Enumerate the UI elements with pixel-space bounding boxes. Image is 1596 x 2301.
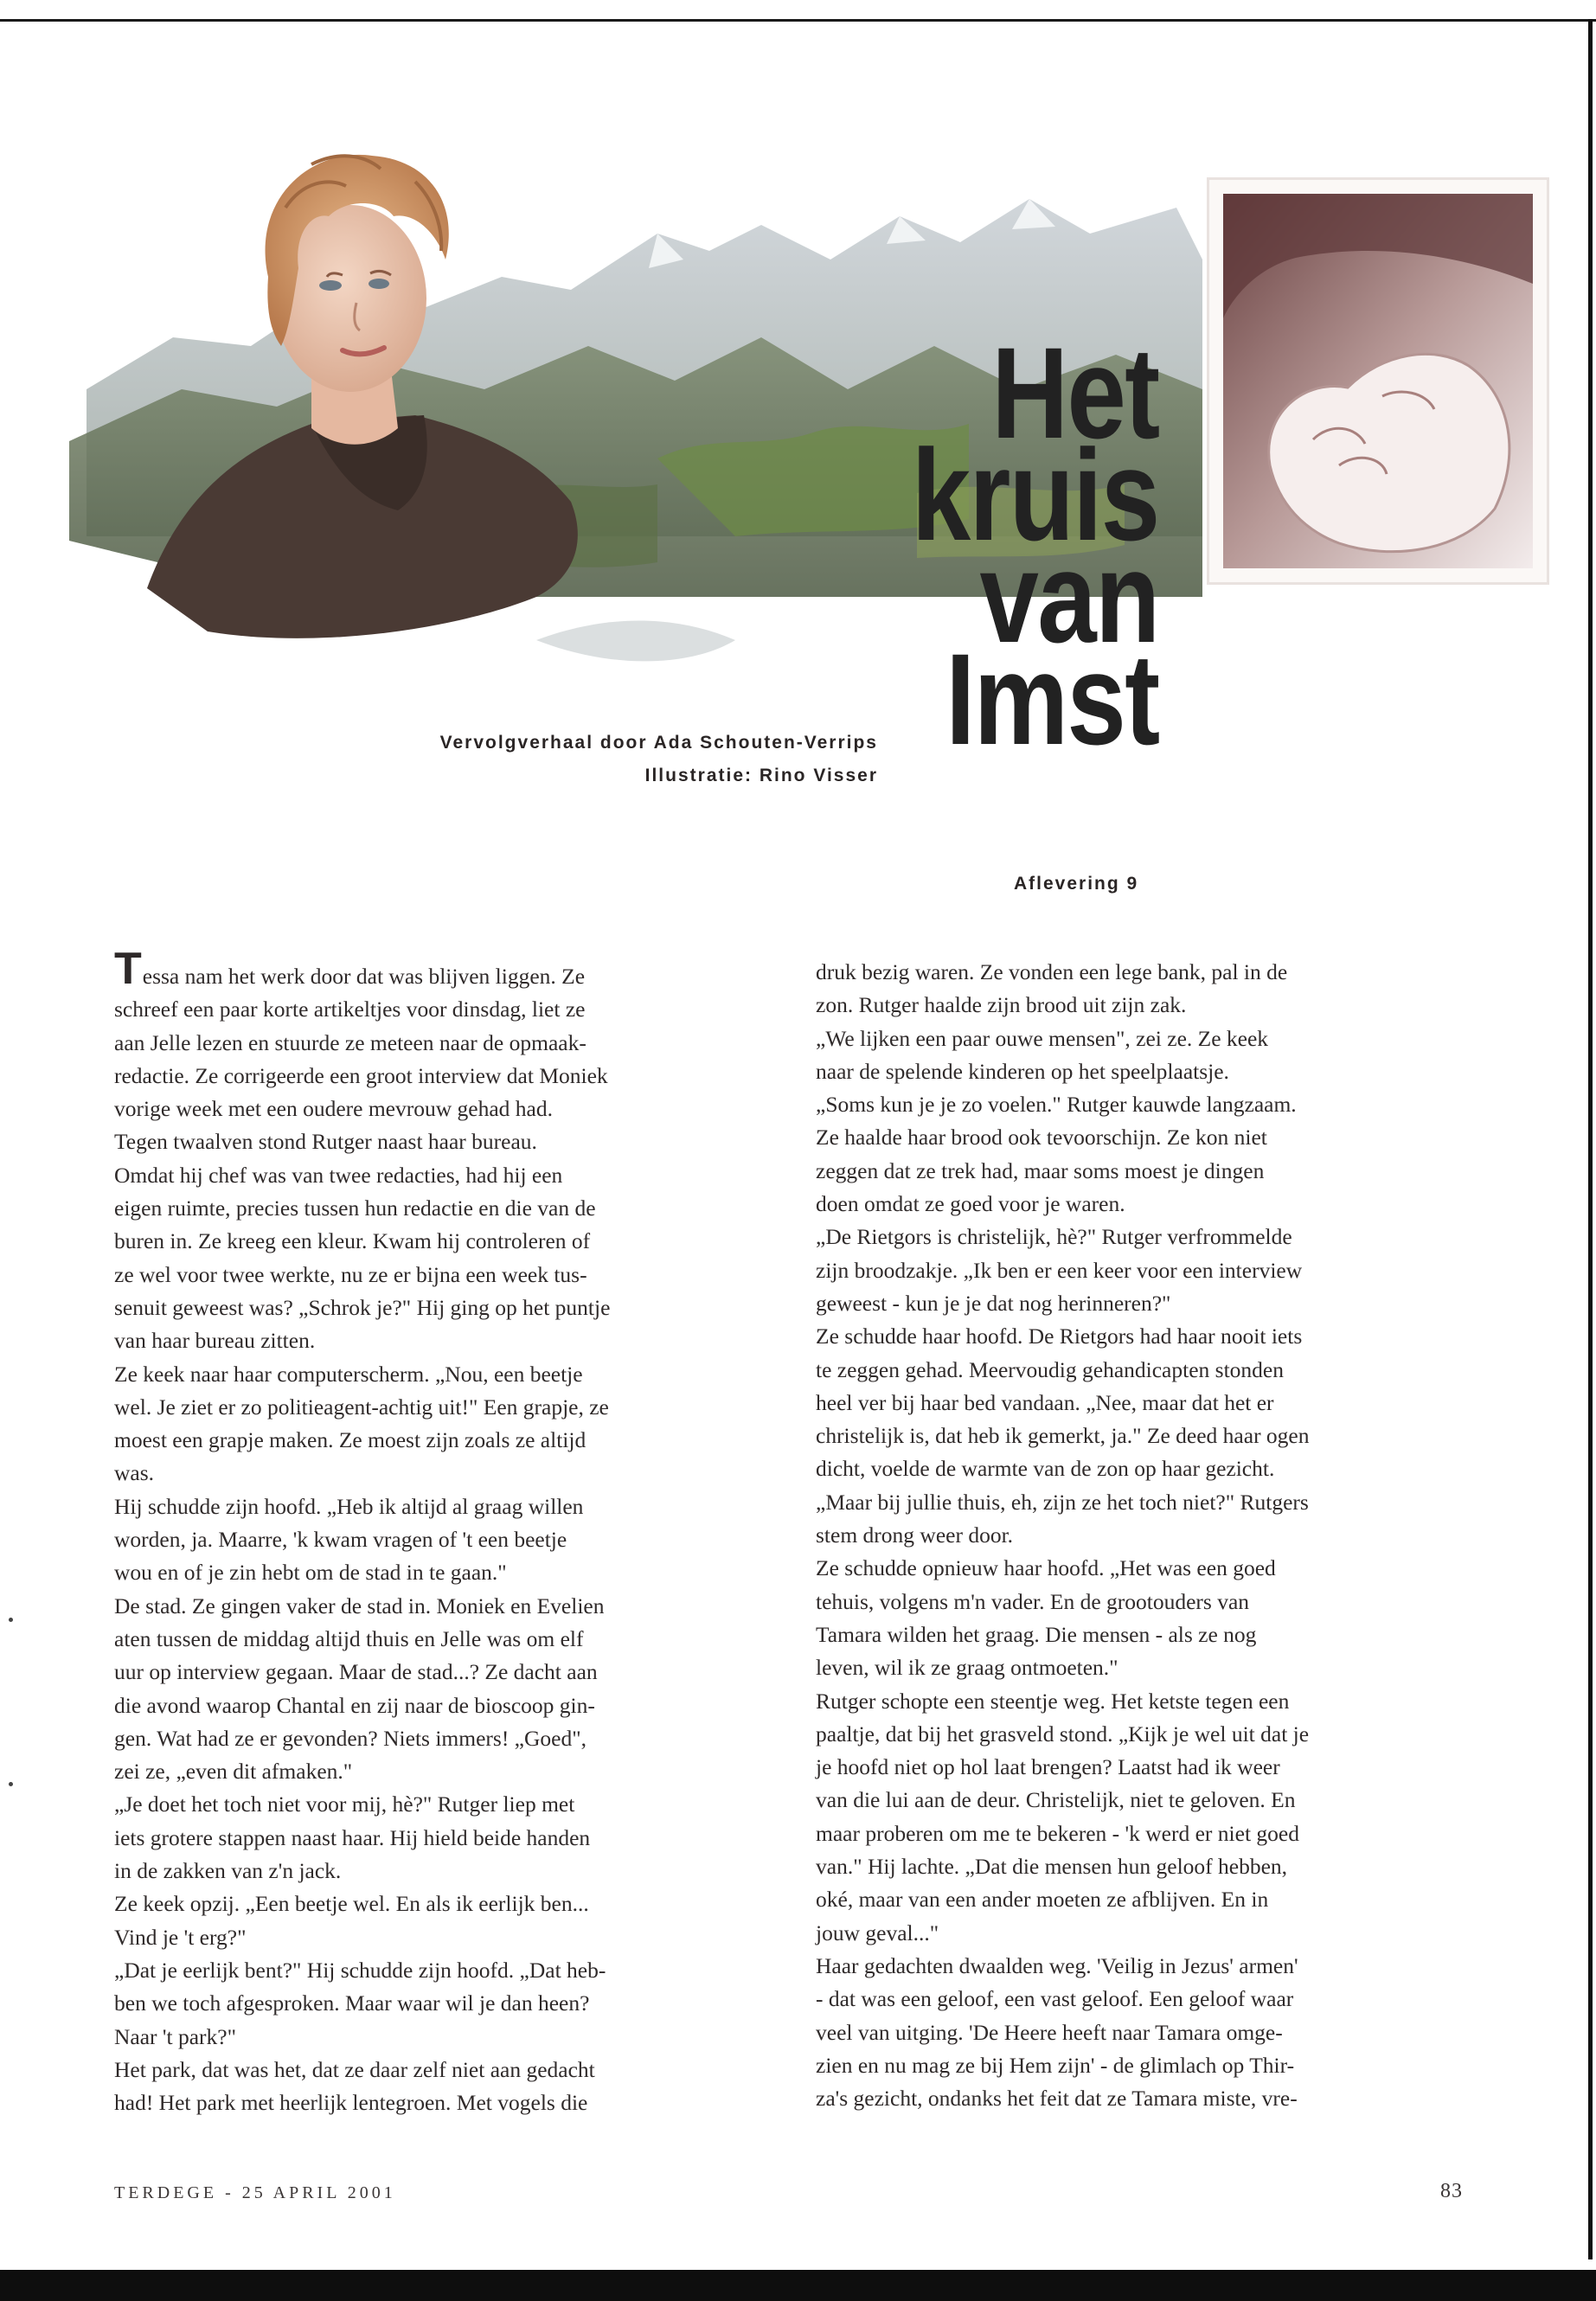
body-line: Ze keek naar haar computerscherm. „Nou, een beetje <box>114 1361 583 1387</box>
body-line: Naar 't park?" <box>114 2023 237 2049</box>
title-line-1: Het <box>991 320 1159 465</box>
body-line: van." Hij lachte. „Dat die mensen hun geloof hebben, <box>816 1854 1288 1880</box>
body-line: die avond waarop Chantal en zij naar de bioscoop gin- <box>114 1692 595 1718</box>
body-line: aten tussen de middag altijd thuis en Jelle was om elf <box>114 1625 584 1651</box>
body-line: Het park, dat was het, dat ze daar zelf niet aan gedacht <box>114 2056 595 2082</box>
body-line: eigen ruimte, precies tussen hun redactie en die van de <box>114 1195 596 1221</box>
body-line: tehuis, volgens m'n vader. En de grootouders van <box>816 1588 1250 1614</box>
body-line: buren in. Ze kreeg een kleur. Kwam hij controleren of <box>114 1228 591 1254</box>
body-line: worden, ja. Maarre, 'k kwam vragen of 't een beetje <box>114 1527 567 1553</box>
bottom-scan-band <box>0 2270 1596 2301</box>
body-line: naar de spelende kinderen op het speelplaatsje. <box>816 1058 1229 1084</box>
body-line: Ze haalde haar brood ook tevoorschijn. Ze kon niet <box>816 1125 1267 1150</box>
body-line: wou en of je zin hebt om de stad in te gaan." <box>114 1560 507 1586</box>
body-line: wel. Je ziet er zo politieagent-achtig uit!" Een grapje, ze <box>114 1394 609 1420</box>
body-line: christelijk is, dat heb ik gemerkt, ja." Ze deed haar ogen <box>816 1423 1310 1449</box>
publication-footer: TERDEGE - 25 APRIL 2001 <box>114 2183 396 2202</box>
inset-illustration <box>1207 177 1549 585</box>
body-line: van die lui aan de deur. Christelijk, niet te geloven. En <box>816 1787 1296 1813</box>
page-number: 83 <box>1440 2180 1463 2202</box>
article-credits <box>440 727 878 792</box>
right-edge-rule <box>1588 19 1593 2259</box>
body-line: van haar bureau zitten. <box>114 1328 316 1354</box>
author-credit: Vervolgverhaal door Ada Schouten-Verrips <box>439 733 878 753</box>
body-line: „Maar bij jullie thuis, eh, zijn ze het toch niet?" Rutgers <box>816 1489 1309 1515</box>
body-line: „Dat je eerlijk bent?" Hij schudde zijn hoofd. „Dat heb- <box>114 1957 606 1983</box>
scan-speck <box>9 1618 13 1622</box>
body-line: iets grotere stappen naast haar. Hij hield beide handen <box>114 1824 591 1850</box>
body-line: paaltje, dat bij het grasveld stond. „Kijk je wel uit dat je <box>816 1721 1310 1747</box>
body-line: veel van uitging. 'De Heere heeft naar Tamara omge- <box>816 2019 1283 2045</box>
body-line: „De Rietgors is christelijk, hè?" Rutger verfrommelde <box>816 1224 1292 1250</box>
top-rule <box>0 19 1596 22</box>
title-line-3: van <box>979 524 1159 670</box>
body-line: Ze keek opzij. „Een beetje wel. En als ik eerlijk ben... <box>114 1891 589 1917</box>
body-line: druk bezig waren. Ze vonden een lege bank, pal in de <box>816 959 1288 984</box>
body-line: Tessa nam het werk door dat was blijven liggen. Ze <box>114 944 586 994</box>
body-line: „We lijken een paar ouwe mensen", zei ze. Ze keek <box>816 1025 1269 1051</box>
body-line: leven, wil ik ze graag ontmoeten." <box>816 1655 1118 1681</box>
body-line: aan Jelle lezen en stuurde ze meteen naar de opmaak- <box>114 1029 586 1055</box>
dropcap: T <box>114 944 142 994</box>
body-line: ben we toch afgesproken. Maar waar wil je dan heen? <box>114 1990 590 2016</box>
body-line: jouw geval..." <box>816 1920 939 1945</box>
illustrator-credit: Illustratie: Rino Visser <box>644 766 878 785</box>
body-line: maar proberen om me te bekeren - 'k werd er niet goed <box>816 1820 1299 1846</box>
body-line: gen. Wat had ze er gevonden? Niets immers! „Goed", <box>114 1725 587 1751</box>
body-line: senuit geweest was? „Schrok je?" Hij ging op het puntje <box>114 1294 611 1320</box>
body-line: Haar gedachten dwaalden weg. 'Veilig in Jezus' armen' <box>816 1952 1298 1978</box>
body-line: Hij schudde zijn hoofd. „Heb ik altijd al graag willen <box>114 1493 584 1519</box>
body-line: - dat was een geloof, een vast geloof. Een geloof waar <box>816 1986 1294 2012</box>
body-line: Ze schudde opnieuw haar hoofd. „Het was een goed <box>816 1555 1276 1581</box>
body-line: moest een grapje maken. Ze moest zijn zoals ze altijd <box>114 1427 586 1453</box>
body-line: ze wel voor twee werkte, nu ze er bijna een week tus- <box>114 1261 587 1287</box>
body-line: Omdat hij chef was van twee redacties, had hij een <box>114 1162 563 1188</box>
body-line: geweest - kun je je dat nog herinneren?" <box>816 1290 1171 1316</box>
title-line-4: Imst <box>945 626 1159 772</box>
body-line: Vind je 't erg?" <box>114 1924 247 1950</box>
body-line: zei ze, „even dit afmaken." <box>114 1759 353 1785</box>
body-line: je hoofd niet op hol laat brengen? Laatst had ik weer <box>816 1754 1280 1780</box>
body-line: „Soms kun je je zo voelen." Rutger kauwde langzaam. <box>816 1092 1297 1118</box>
body-line: Ze schudde haar hoofd. De Rietgors had haar nooit iets <box>816 1324 1303 1349</box>
body-line: had! Het park met heerlijk lentegroen. Met vogels die <box>114 2090 588 2116</box>
body-line: redactie. Ze corrigeerde een groot interview dat Moniek <box>114 1062 608 1088</box>
body-line: zijn broodzakje. „Ik ben er een keer voor een interview <box>816 1257 1303 1283</box>
episode-label: Aflevering 9 <box>1014 874 1139 894</box>
body-line: vorige week met een oudere mevrouw gehad had. <box>114 1096 553 1122</box>
title-line-2: kruis <box>912 422 1159 567</box>
article-title <box>912 320 1159 772</box>
body-line: De stad. Ze gingen vaker de stad in. Moniek en Evelien <box>114 1593 605 1618</box>
body-line: te zeggen gehad. Meervoudig gehandicapten stonden <box>816 1356 1284 1382</box>
body-line: zon. Rutger haalde zijn brood uit zijn zak. <box>816 992 1187 1018</box>
body-line: oké, maar van een ander moeten ze afblijven. En in <box>816 1887 1269 1913</box>
body-line: stem drong weer door. <box>816 1522 1014 1548</box>
body-line: in de zakken van z'n jack. <box>114 1858 342 1884</box>
body-line: Tegen twaalven stond Rutger naast haar bureau. <box>114 1129 537 1155</box>
scan-speck <box>9 1782 13 1786</box>
body-line: zien en nu mag ze bij Hem zijn' - de glimlach op Thir- <box>816 2052 1295 2078</box>
body-line: schreef een paar korte artikeltjes voor dinsdag, liet ze <box>114 997 586 1022</box>
body-line: Rutger schopte een steentje weg. Het ketste tegen een <box>816 1688 1290 1714</box>
body-line: doen omdat ze goed voor je waren. <box>816 1191 1125 1217</box>
body-line: dicht, voelde de warmte van de zon op haar gezicht. <box>816 1456 1275 1482</box>
body-line: za's gezicht, ondanks het feit dat ze Tamara miste, vre- <box>816 2086 1298 2112</box>
body-line: „Je doet het toch niet voor mij, hè?" Rutger liep met <box>114 1791 575 1817</box>
body-line: Tamara wilden het graag. Die mensen - als ze nog <box>816 1621 1257 1647</box>
body-line: was. <box>114 1460 155 1486</box>
body-line: heel ver bij haar bed vandaan. „Nee, maar dat het er <box>816 1389 1274 1415</box>
left-column <box>114 944 611 2119</box>
body-line: uur op interview gegaan. Maar de stad...? Ze dacht aan <box>114 1659 598 1685</box>
body-line: zeggen dat ze trek had, maar soms moest je dingen <box>816 1157 1265 1183</box>
right-column <box>816 956 1310 2115</box>
